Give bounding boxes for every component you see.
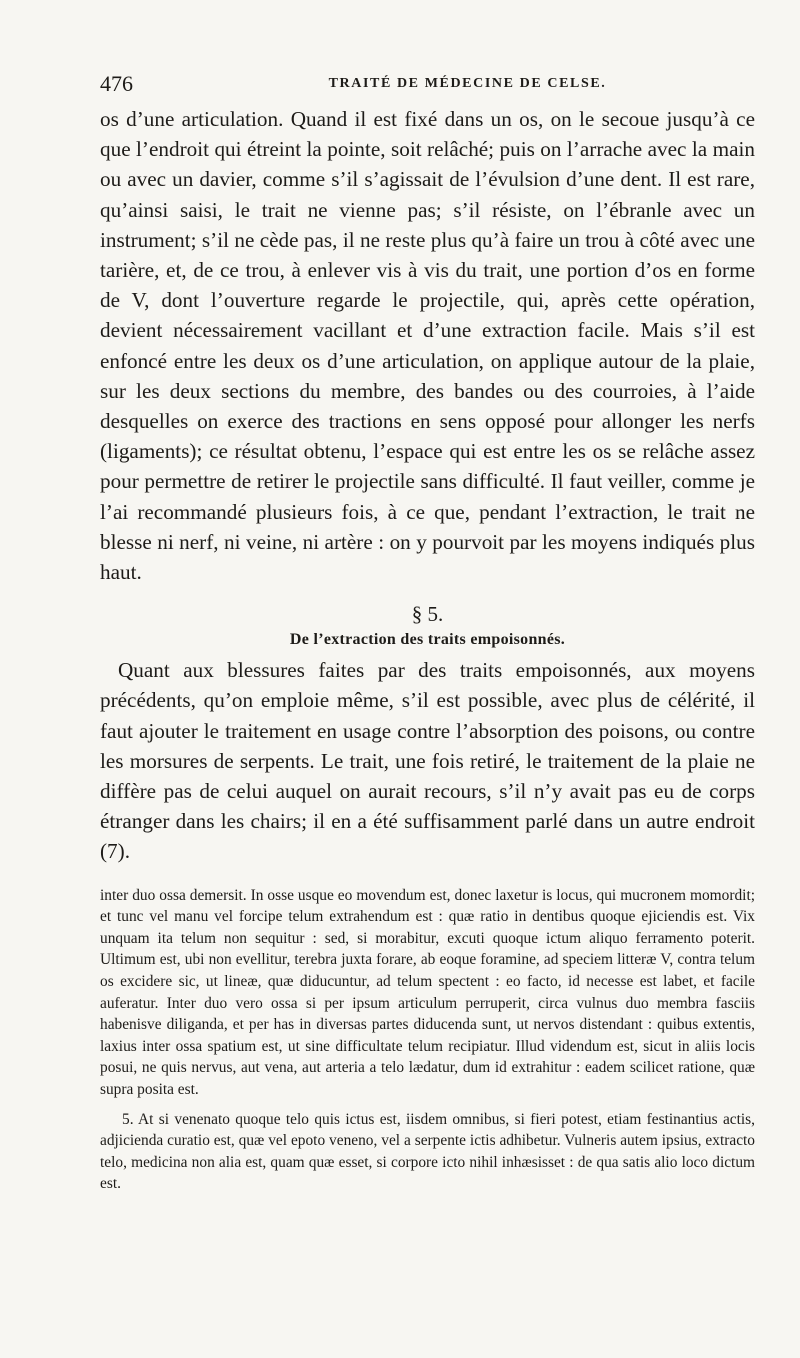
french-paragraph: Quant aux blessures faites par des traits empoisonnés, aux moyens précédents, qu’on emploie même, s’il est possible, avec plus de célérité, il faut ajouter le traitement en usage contre l’absorption des poisons, ou contre les morsures de serpents. Le trait, une fois retiré, le traitement de la plaie ne diffère pas de celui auquel on aurait recours, s’il n’y avait pas eu de corps étranger dans les chairs; il en a été suffisamment parlé dans un autre endroit (7).	[100, 658, 755, 864]
latin-text	[100, 885, 755, 1195]
latin-paragraph: inter duo ossa demersit. In osse usque eo movendum est, donec laxetur is locus, qui mucronem momordit; et tunc vel manu vel forcipe telum extrahendum est : quæ ratio in dentibus quoque ejiciendis est. Vix unquam ita telum non sequitur : sed, si morabitur, excuti quoque ictum aliquo ferramento poterit. Ultimum est, ubi non evellitur, terebra juxta forare, ab eoque foramine, ad speciem litteræ V, contra telum os excidere sic, ut lineæ, quæ diducuntur, ad telum spectent : eo facto, id necesse est labet, et facile auferatur. Inter duo vero ossa si per ipsum articulum perruperit, circa vulnus duo membra fasciis habenisve diliganda, et per has in diversas partes diducenda sunt, ut nervos distendant : quibus extentis, laxius inter ossa spatium est, ut sine difficultate telum recipiatur. Illud videndum est, sicut in aliis locis posui, ne quis nervus, aut vena, aut arteria a telo lædatur, dum id extrahitur : eadem scilicet ratione, quæ supra posita est.	[100, 886, 755, 1099]
page-number: 476	[100, 71, 133, 96]
latin-paragraph: 5. At si venenato quoque telo quis ictus est, iisdem omnibus, si fieri potest, etiam festinantius actis, adjicienda curatio est, quæ vel epoto veneno, vel a serpente ictis adhibetur. Vulneris autem ipsius, extracto telo, medicina non alia est, quam quæ esset, si corpore icto nihil inhæsisset : de qua satis alio loco dictum est.	[100, 1110, 755, 1193]
book-page	[100, 70, 755, 1195]
french-translation	[100, 104, 755, 867]
french-paragraph: os d’une articulation. Quand il est fixé dans un os, on le secoue jusqu’à ce que l’endroit qui étreint la pointe, soit relâché; puis on l’arrache avec la main ou avec un davier, comme s’il s’agissait de l’évulsion d’une dent. Il est rare, qu’ainsi saisi, le trait ne vienne pas; s’il résiste, on l’ébranle avec un instrument; s’il ne cède pas, il ne reste plus qu’à faire un trou à côté avec une tarière, et, de ce trou, à enlever vis à vis du trait, une portion d’os en forme de V, dont l’ouverture regarde le projectile, qui, après cette opération, devient nécessairement vacillant et d’une extraction facile. Mais s’il est enfoncé entre les deux os d’une articulation, on applique autour de la plaie, sur les deux sections du membre, des bandes ou des courroies, à l’aide desquelles on exerce des tractions en sens opposé pour allonger les nerfs (ligaments); ce résultat obtenu, l’espace qui est entre les os se relâche assez pour permettre de retirer le projectile sans difficulté. Il faut veiller, comme je l’ai recommandé plusieurs fois, à ce que, pendant l’extraction, le trait ne blesse ni nerf, ni veine, ni artère : on y pourvoit par les moyens indiqués plus haut.	[100, 107, 755, 585]
section-title: De l’extraction des traits empoisonnés.	[289, 631, 566, 649]
running-title: TRAITÉ DE MÉDECINE DE CELSE.	[328, 76, 607, 91]
running-head	[100, 70, 755, 104]
section-number: § 5.	[411, 602, 444, 627]
